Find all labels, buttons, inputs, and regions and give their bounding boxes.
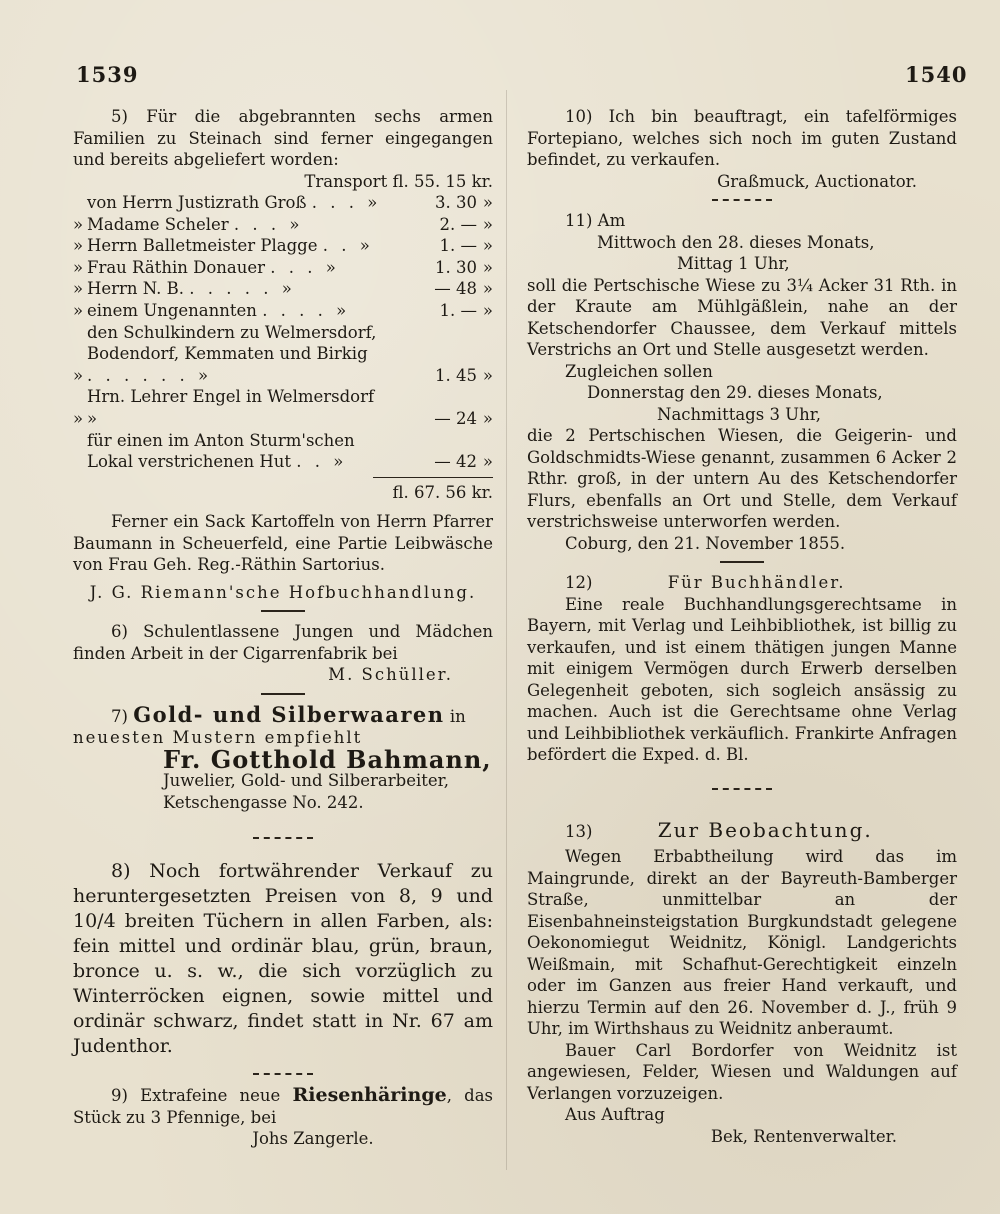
ad-7 — [73, 701, 493, 814]
donation-row — [73, 257, 493, 279]
ad-13-headline: Zur Beobachtung. — [657, 817, 873, 842]
ad-13-text2: Bauer Carl Bordorfer von Weidnitz ist angewiesen, Felder, Wiesen und Waldungen auf Verlangen vorzuzeigen. — [527, 1040, 957, 1103]
donation-donor — [87, 386, 382, 429]
leader-dots: . . » — [322, 236, 374, 256]
ad-11-text1: soll die Pertschische Wiese zu 3¼ Acker 31 Rth. in der Kraute am Mühlgäßlein, nahe an der Ketschendorfer Chaussee, dem Verkauf mittels Verstrichs an Ort und Stelle ausgesetzt werden. — [527, 275, 957, 359]
donor-name: Herrn N. B. — [87, 279, 185, 299]
ad-12-text: Eine reale Buchhandlungsgerechtsame in Bayern, mit Verlag und Leihbibliothek, ist billig zu verkaufen, und ist einem thätigen jungen Manne mit einigem Vermögen durch Erwerb derselben Gelegenheit geboten, sich sogleich ansässig zu machen. Auch ist die Gerechtsame ohne Verlag und Leihbibliothek verkäuflich. Frankirte Anfragen befördert die Exped. d. Bl. — [527, 594, 957, 764]
ad-9-signature: Johs Zangerle. — [252, 1129, 374, 1149]
separator — [253, 1073, 313, 1075]
donation-ditto-mark: » — [73, 365, 84, 385]
ad-11-date2: Donnerstag den 29. dieses Monats, — [587, 383, 883, 402]
separator — [720, 561, 764, 563]
ad-12-number: 12) — [565, 573, 593, 592]
transport-value: fl. 55. 15 kr. — [392, 171, 493, 191]
leader-dots: . . . . . » — [189, 279, 296, 299]
donation-donor — [87, 278, 382, 300]
donation-amount: 1. 45 — [435, 365, 477, 385]
leader-dots: . . . . . . » — [87, 365, 213, 385]
ad-12 — [527, 572, 957, 766]
leader-dots: . . » — [296, 452, 348, 472]
donation-amount: 2. — — [439, 214, 477, 234]
donation-donor — [87, 192, 382, 214]
ad-9-prefix: 9) Extrafeine neue — [111, 1086, 281, 1106]
donation-currency-mark: » — [482, 193, 493, 212]
leader-dots: . . . » — [233, 214, 304, 234]
ad-5 — [73, 106, 493, 603]
ad-10-text: 10) Ich bin beauftragt, ein tafelförmiges Fortepiano, welches sich noch im guten Zustand befindet, zu verkaufen. — [527, 107, 957, 169]
ad-11-text2: die 2 Pertschischen Wiesen, die Geigerin- und Goldschmidts-Wiese genannt, zusammen 6 Acker 2 Rthr. groß, in der untern Au des Ketschendorfer Flurs, ebenfalls an Ort und Stelle, dem Verkauf verstrichsweise unterworfen werden. — [527, 426, 957, 531]
ad-13-signature: Bek, Rentenverwalter. — [710, 1126, 897, 1146]
donation-currency-mark: » — [482, 300, 493, 320]
donation-amount: 1. — — [439, 300, 477, 320]
donation-donor — [87, 214, 382, 236]
ad-10-signature: Graßmuck, Auctionator. — [717, 171, 917, 191]
leader-dots: . . . » — [311, 193, 382, 212]
right-column — [527, 106, 957, 1147]
donation-donor — [87, 430, 382, 473]
ad-13 — [527, 817, 957, 1148]
ad-6-text: 6) Schulentlassene Jungen und Mädchen finden Arbeit in der Cigarrenfabrik bei — [73, 622, 493, 663]
ad-8 — [73, 859, 493, 1059]
ad-13-number: 13) — [565, 821, 593, 841]
donor-name: den Schulkindern zu Welmersdorf, Bodendorf, Kemmaten und Birkig — [87, 322, 377, 364]
donation-currency-mark: » — [482, 236, 493, 256]
donation-currency-mark: » — [482, 214, 493, 234]
ad-7-title: Juwelier, Gold- und Silberarbeiter, — [163, 771, 449, 791]
leader-dots: . . . » — [270, 257, 340, 277]
separator — [253, 837, 313, 839]
donation-currency-mark: » — [482, 365, 493, 385]
ad-8-text: 8) Noch fortwährender Verkauf zu heruntergesetzten Preisen von 8, 9 und 10/4 breiten Tüchern in allen Farben, als: fein mittel und ordinär blau, grün, braun, bronce u. s. w., die sich vorzüglich zu Winterröcken eignen, sowie mittel und ordinär schwarz, findet statt in Nr. 67 am Judenthor. — [73, 860, 493, 1058]
page-number-right: 1540 — [905, 62, 968, 87]
donation-row — [73, 300, 493, 322]
donation-row — [73, 322, 493, 387]
ad-7-headline: Gold- und Silberwaaren — [133, 701, 445, 727]
donation-donor — [87, 257, 382, 279]
donation-amount: 3. 30 — [435, 193, 477, 212]
donor-name: Madame Scheler — [87, 214, 229, 234]
donation-row — [73, 192, 493, 214]
leader-dots: . . . . » — [262, 300, 351, 320]
ad-10 — [527, 106, 957, 192]
separator — [712, 199, 772, 201]
ad-7-address: Ketschengasse No. 242. — [163, 792, 364, 812]
donation-ditto-mark: » — [73, 279, 84, 299]
donation-ditto-mark: » — [73, 257, 84, 277]
ad-6-signature: M. Schüller. — [328, 665, 453, 685]
transport-label: Transport — [304, 171, 388, 191]
ad-13-by-order: Aus Auftrag — [565, 1105, 665, 1124]
donation-ditto-mark: » — [73, 236, 84, 256]
donation-ditto-mark: » — [73, 408, 84, 428]
ad-7-number: 7) — [111, 706, 128, 726]
donor-name: Hrn. Lehrer Engel in Welmersdorf — [87, 387, 375, 407]
donation-amount: — 48 — [434, 279, 477, 299]
donation-ditto-mark — [73, 430, 87, 473]
ad-11-place-date: Coburg, den 21. November 1855. — [565, 533, 846, 553]
ad-5-signature: J. G. Riemann'sche Hofbuchhandlung. — [89, 582, 477, 602]
ad-5-transport — [73, 171, 493, 193]
ad-7-name: Fr. Gotthold Bahmann, — [163, 744, 492, 774]
donation-currency-mark: » — [482, 279, 493, 299]
donation-currency-mark: » — [482, 408, 493, 428]
ad-11-time1: Mittag 1 Uhr, — [677, 254, 790, 273]
donation-amount: 1. — — [439, 236, 477, 256]
ad-12-headline: Für Buchhändler. — [667, 573, 846, 592]
donation-currency-mark: » — [482, 452, 493, 472]
donation-row — [73, 386, 493, 429]
donation-ditto-mark — [73, 192, 87, 214]
donation-currency-mark: » — [482, 257, 493, 277]
donation-row — [73, 278, 493, 300]
donation-amount: — 24 — [434, 408, 477, 428]
ad-9 — [73, 1085, 493, 1150]
donation-amount: — 42 — [434, 452, 477, 472]
donor-name: Herrn Balletmeister Plagge — [87, 236, 318, 256]
left-column — [73, 106, 493, 1150]
donation-ditto-mark: » — [73, 214, 84, 234]
ad-5-intro: 5) Für die abgebrannten sechs armen Familien zu Steinach sind ferner eingegangen und bereits abgeliefert worden: — [73, 107, 493, 169]
ad-11-date1: Mittwoch den 28. dieses Monats, — [597, 232, 875, 252]
ad-6 — [73, 621, 493, 686]
donor-name: einem Ungenannten — [87, 300, 257, 320]
ad-9-product: Riesenhäringe — [292, 1084, 447, 1107]
separator — [261, 693, 305, 695]
separator — [712, 788, 772, 790]
separator — [261, 610, 305, 612]
donation-amount: 1. 30 — [435, 257, 477, 277]
donation-row — [73, 214, 493, 236]
donation-ditto-mark: » — [73, 300, 84, 320]
donor-name: Frau Räthin Donauer — [87, 257, 265, 277]
ad-7-after-headline: in — [449, 706, 466, 726]
column-gutter — [506, 90, 507, 1170]
ad-9-rest: , das Stück zu 3 Pfennige, bei — [73, 1086, 493, 1127]
donation-donor — [87, 235, 382, 257]
ad-11-number: 11) Am — [565, 211, 626, 230]
donor-name: für einen im Anton Sturm'schen Lokal verstrichenen Hut — [87, 430, 355, 472]
ad-5-further: Ferner ein Sack Kartoffeln von Herrn Pfarrer Baumann in Scheuerfeld, eine Partie Leibwäsche von Frau Geh. Reg.-Räthin Sartorius. — [73, 512, 493, 575]
leader-dots: » — [87, 408, 102, 428]
donation-row — [73, 430, 493, 473]
donation-donor — [87, 322, 382, 387]
ad-7-line2: neuesten Mustern empfiehlt — [73, 728, 363, 748]
donation-total: fl. 67. 56 kr. — [392, 482, 493, 502]
donation-table — [73, 192, 493, 473]
ad-11-time2: Nachmittags 3 Uhr, — [657, 404, 822, 424]
ad-13-text: Wegen Erbabtheilung wird das im Maingrunde, direkt an der Bayreuth-Bamberger Straße, unmittelbar an der Eisenbahneinsteigstation Burgkundstadt gelegene Oekonomiegut Weidnitz, Königl. Landgerichts Weißmain, mit Schafhut-Gerechtigkeit einzeln oder im Ganzen aus freier Hand verkauft, und hierzu Termin auf den 26. November d. J., früh 9 Uhr, im Wirthshaus zu Weidnitz anberaumt. — [527, 847, 957, 1038]
ad-11 — [527, 210, 957, 554]
donation-row — [73, 235, 493, 257]
total-rule — [373, 477, 493, 478]
donation-donor — [87, 300, 382, 322]
donor-name: von Herrn Justizrath Groß — [87, 193, 307, 212]
page-number-left: 1539 — [76, 62, 139, 87]
ad-11-also: Zugleichen sollen — [565, 361, 713, 381]
